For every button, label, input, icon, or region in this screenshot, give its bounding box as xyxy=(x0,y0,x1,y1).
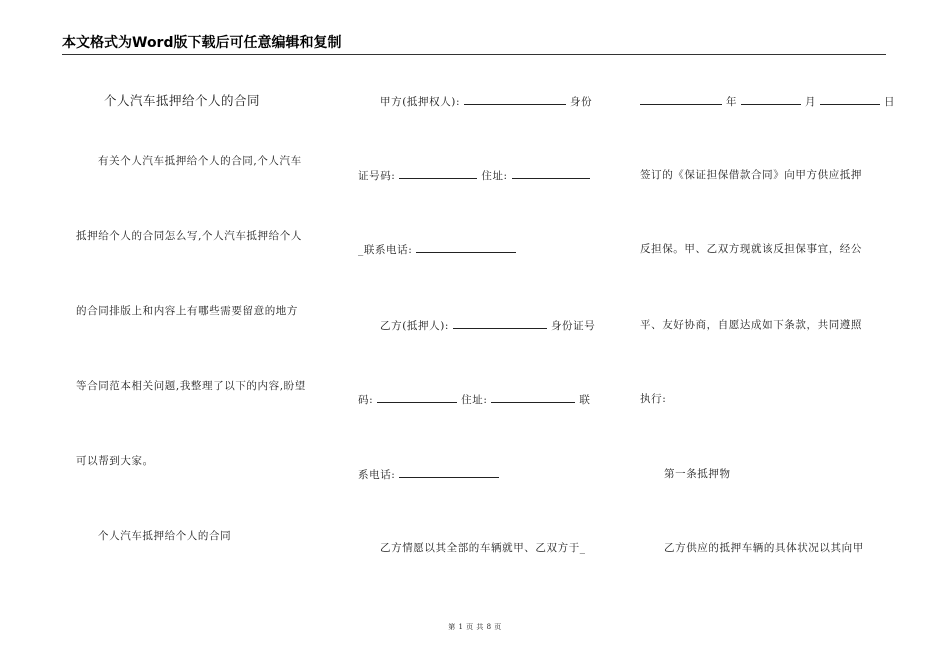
year-label: 年 xyxy=(725,96,738,108)
paragraph-line: 的合同排版上和内容上有哪些需要留意的地方 xyxy=(76,305,298,317)
address-blank-b xyxy=(491,392,575,403)
paragraph-line: 等合同范本相关问题,我整理了以下的内容,盼望 xyxy=(76,380,306,392)
code-label: 码: xyxy=(358,394,374,406)
paragraph-line: 签订的《保证担保借款合同》向甲方供应抵押 xyxy=(640,169,862,181)
page-number: 第 1 页 共 8 页 xyxy=(448,623,502,631)
address-label-b: 住址: xyxy=(461,394,488,406)
month-label: 月 xyxy=(804,96,817,108)
address-label: 住址: xyxy=(481,170,508,182)
column-3 xyxy=(640,0,896,672)
code-address-line xyxy=(358,392,591,407)
contact-part2: 系电话: xyxy=(358,469,396,481)
id-number-label: 身份证号 xyxy=(550,320,596,332)
contact-blank xyxy=(399,467,499,478)
day-blank xyxy=(820,94,880,105)
article-heading: 第一条抵押物 xyxy=(664,468,731,480)
phone-line xyxy=(358,242,516,257)
id-label-part2: 证号码: xyxy=(358,170,396,182)
paragraph-line: 反担保。甲、乙双方现就该反担保事宜，经公 xyxy=(640,243,862,255)
party-b-label: 乙方(抵押人): xyxy=(380,320,450,332)
party-b-line xyxy=(380,318,595,333)
party-a-line xyxy=(380,94,592,109)
column-2 xyxy=(358,0,608,672)
phone-label: _联系电话: xyxy=(358,244,413,256)
column-1 xyxy=(76,0,326,672)
paragraph-line: 可以帮到大家。 xyxy=(76,455,154,467)
section-heading: 个人汽车抵押给个人的合同 xyxy=(98,530,232,542)
paragraph-line: 乙方供应的抵押车辆的具体状况以其向甲 xyxy=(664,542,864,554)
contact-line xyxy=(358,467,499,482)
address-blank xyxy=(512,168,590,179)
paragraph-line: 抵押给个人的合同怎么写,个人汽车抵押给个人 xyxy=(76,230,302,242)
agreement-line: 乙方情愿以其全部的车辆就甲、乙双方于_ xyxy=(380,542,586,554)
paragraph-line: 平、友好协商，自愿达成如下条款，共同遵照 xyxy=(640,319,862,331)
phone-blank xyxy=(416,242,516,253)
id-address-line xyxy=(358,168,590,183)
day-label: 日 xyxy=(883,96,896,108)
code-blank xyxy=(377,392,457,403)
date-line xyxy=(640,94,895,109)
document-title: 个人汽车抵押给个人的合同 xyxy=(104,93,261,108)
contact-part1: 联 xyxy=(579,394,591,406)
party-a-name-blank xyxy=(464,94,566,105)
id-number-blank xyxy=(399,168,477,179)
paragraph-line: 有关个人汽车抵押给个人的合同,个人汽车 xyxy=(98,155,302,167)
paragraph-line: 执行: xyxy=(640,393,667,405)
party-a-label: 甲方(抵押权人): xyxy=(380,96,461,108)
month-blank xyxy=(741,94,801,105)
year-blank xyxy=(640,94,722,105)
page-footer xyxy=(0,622,950,632)
id-label-part1: 身份 xyxy=(570,96,593,108)
header-text: 本文格式为Word版下载后可任意编辑和复制 xyxy=(62,35,342,51)
party-b-name-blank xyxy=(453,318,547,329)
